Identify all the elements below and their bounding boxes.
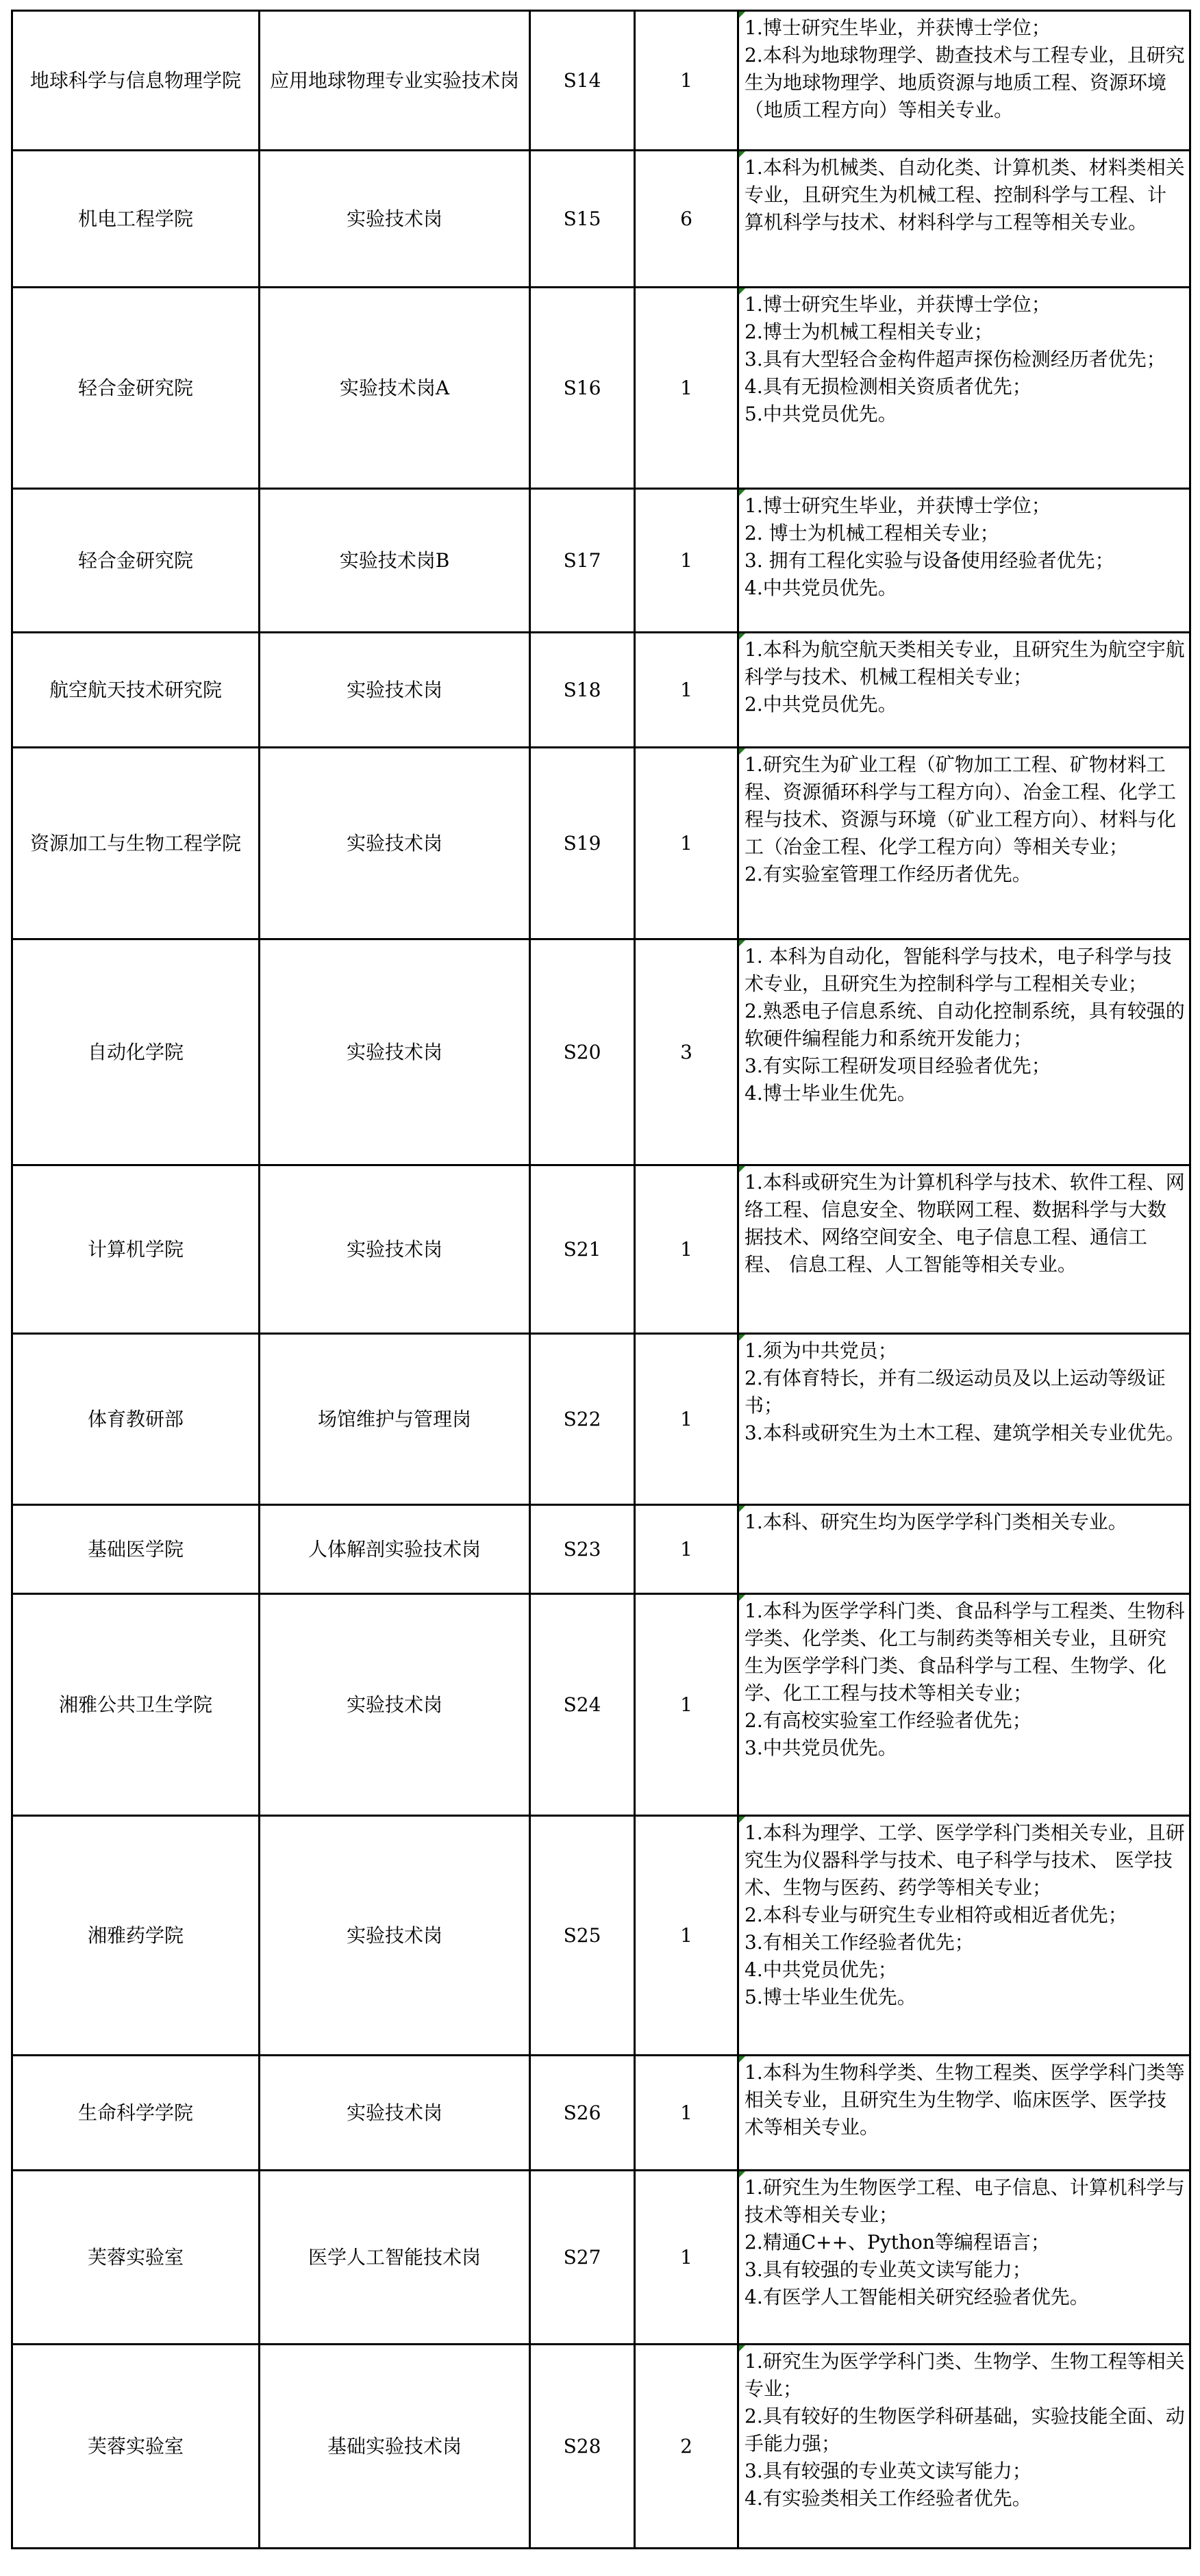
code-cell (530, 288, 635, 489)
condition-item: 2.中共党员优先。 (745, 693, 897, 716)
condition-item: 1.研究生为生物医学工程、电子信息、计算机科学与技术等相关专业； (745, 2176, 1185, 2226)
code-cell (530, 2345, 635, 2549)
unit-text: 生命科学学院 (77, 2101, 193, 2124)
table-row (12, 2056, 1190, 2171)
condition-item: 1.本科或研究生为计算机科学与技术、软件工程、网络工程、信息安全、物联网工程、数据科学与大数据技术、网络空间安全、电子信息工程、通信工程、 信息工程、人工智能等相关专业。 (745, 1171, 1185, 1276)
unit-cell (12, 939, 260, 1165)
count-text: 1 (680, 1407, 692, 1430)
condition-item: 3.具有大型轻合金构件超声探伤检测经历者优先； (745, 348, 1166, 370)
count-text: 1 (680, 1537, 692, 1561)
condition-item: 5.中共党员优先。 (745, 403, 897, 425)
count-cell (635, 1165, 738, 1334)
unit-cell (12, 288, 260, 489)
conditions-cell (738, 1165, 1190, 1334)
condition-item: 2.精通C++、Python等编程语言； (745, 2231, 1050, 2253)
condition-item: 1.博士研究生毕业，并获博士学位； (745, 16, 1051, 39)
position-cell (260, 1165, 530, 1334)
position-cell (260, 1334, 530, 1505)
condition-item: 4.有医学人工智能相关研究经验者优先。 (745, 2286, 1089, 2308)
condition-item: 2.本科专业与研究生专业相符或相近者优先； (745, 1904, 1127, 1926)
conditions-cell (738, 151, 1190, 288)
position-cell (260, 2171, 530, 2345)
position-text: 实验技术岗 (346, 1040, 442, 1063)
condition-item: 2.本科为地球物理学、勘查技术与工程专业，且研究生为地球物理学、地质资源与地质工程、资源环境（地质工程方向）等相关专业。 (745, 44, 1185, 121)
code-cell (530, 2056, 635, 2171)
condition-item: 3.本科或研究生为土木工程、建筑学相关专业优先。 (745, 1422, 1185, 1444)
code-text: S14 (563, 68, 601, 92)
condition-item: 2.有高校实验室工作经验者优先； (745, 1709, 1032, 1732)
condition-item: 2.熟悉电子信息系统、自动化控制系统，具有较强的软硬件编程能力和系统开发能力； (745, 1000, 1185, 1050)
condition-item: 1.博士研究生毕业，并获博士学位； (745, 494, 1051, 517)
unit-cell (12, 2056, 260, 2171)
conditions-cell (738, 939, 1190, 1165)
code-text: S15 (563, 207, 601, 230)
count-cell (635, 633, 738, 748)
count-cell (635, 1816, 738, 2056)
condition-item: 1.本科为理学、工学、医学学科门类相关专业，且研究生为仪器科学与技术、电子科学与技术、 医学技术、生物与医药、药学等相关专业； (745, 1821, 1185, 1899)
table-row (12, 633, 1190, 748)
condition-item: 2.博士为机械工程相关专业； (745, 320, 993, 343)
count-cell (635, 11, 738, 151)
table-row (12, 748, 1190, 939)
condition-item: 1.研究生为医学学科门类、生物学、生物工程等相关专业； (745, 2350, 1185, 2400)
conditions-cell (738, 1505, 1190, 1594)
table-row (12, 2345, 1190, 2549)
position-cell (260, 489, 530, 633)
condition-item: 3.有相关工作经验者优先； (745, 1931, 974, 1954)
unit-text: 基础医学院 (87, 1537, 184, 1561)
count-text: 1 (680, 2101, 692, 2124)
condition-item: 3.中共党员优先。 (745, 1737, 897, 1759)
count-cell (635, 748, 738, 939)
code-cell (530, 1334, 635, 1505)
condition-item: 4.中共党员优先。 (745, 577, 897, 599)
count-text: 1 (680, 678, 692, 701)
table-row (12, 1816, 1190, 2056)
unit-text: 机电工程学院 (77, 207, 193, 230)
condition-item: 4.具有无损检测相关资质者优先； (745, 375, 1032, 398)
code-text: S22 (563, 1407, 601, 1430)
position-cell (260, 288, 530, 489)
code-text: S26 (563, 2101, 601, 2124)
count-text: 1 (680, 548, 692, 572)
condition-item: 3.具有较强的专业英文读写能力； (745, 2258, 1032, 2281)
code-cell (530, 151, 635, 288)
code-text: S18 (563, 678, 601, 701)
conditions-cell (738, 2345, 1190, 2549)
unit-cell (12, 748, 260, 939)
table-row (12, 1594, 1190, 1816)
position-cell (260, 633, 530, 748)
code-text: S25 (563, 1923, 601, 1947)
condition-item: 1.博士研究生毕业，并获博士学位； (745, 293, 1051, 316)
count-text: 1 (680, 1237, 692, 1261)
count-cell (635, 939, 738, 1165)
condition-item: 1.本科为机械类、自动化类、计算机类、材料类相关专业，且研究生为机械工程、控制科学与工程、计算机科学与技术、材料科学与工程等相关专业。 (745, 156, 1185, 233)
count-cell (635, 489, 738, 633)
position-text: 实验技术岗 (346, 1923, 442, 1947)
code-text: S28 (563, 2434, 601, 2458)
count-cell (635, 288, 738, 489)
count-cell (635, 1505, 738, 1594)
position-cell (260, 2345, 530, 2549)
conditions-cell (738, 633, 1190, 748)
unit-cell (12, 1165, 260, 1334)
count-text: 6 (680, 207, 692, 230)
conditions-cell (738, 2056, 1190, 2171)
count-text: 1 (680, 2245, 692, 2269)
recruitment-table (11, 10, 1191, 2549)
unit-cell (12, 633, 260, 748)
unit-cell (12, 1334, 260, 1505)
table-body (12, 11, 1190, 2549)
position-cell (260, 1505, 530, 1594)
count-text: 1 (680, 1923, 692, 1947)
position-text: 实验技术岗 (346, 1237, 442, 1261)
unit-cell (12, 1505, 260, 1594)
code-text: S24 (563, 1693, 601, 1716)
condition-item: 3.具有较强的专业英文读写能力； (745, 2460, 1032, 2482)
condition-item: 3. 拥有工程化实验与设备使用经验者优先； (745, 549, 1114, 572)
code-cell (530, 489, 635, 633)
unit-text: 航空航天技术研究院 (49, 678, 222, 701)
table-row (12, 2171, 1190, 2345)
condition-item: 1.须为中共党员； (745, 1339, 897, 1362)
unit-cell (12, 1594, 260, 1816)
condition-item: 5.博士毕业生优先。 (745, 1986, 916, 2008)
position-cell (260, 11, 530, 151)
unit-cell (12, 2171, 260, 2345)
count-cell (635, 2171, 738, 2345)
condition-item: 2.有实验室管理工作经历者优先。 (745, 863, 1032, 885)
conditions-cell (738, 1594, 1190, 1816)
condition-item: 4.中共党员优先； (745, 1958, 897, 1981)
condition-item: 4.有实验类相关工作经验者优先。 (745, 2487, 1032, 2510)
position-text: 实验技术岗 (346, 207, 442, 230)
count-text: 1 (680, 831, 692, 855)
count-text: 1 (680, 1693, 692, 1716)
position-cell (260, 939, 530, 1165)
count-text: 1 (680, 68, 692, 92)
unit-cell (12, 2345, 260, 2549)
code-cell (530, 1816, 635, 2056)
position-cell (260, 1594, 530, 1816)
code-text: S19 (563, 831, 601, 855)
conditions-cell (738, 2171, 1190, 2345)
unit-text: 地球科学与信息物理学院 (29, 68, 241, 92)
table-row (12, 939, 1190, 1165)
code-text: S16 (563, 376, 601, 399)
code-text: S21 (563, 1237, 601, 1261)
condition-item: 1.研究生为矿业工程（矿物加工工程、矿物材料工程、资源循环科学与工程方向）、冶金工程、化学工程与技术、资源与环境（矿业工程方向）、材料与化工（冶金工程、化学工程方向）等相关专业； (745, 753, 1177, 858)
position-cell (260, 151, 530, 288)
unit-text: 轻合金研究院 (77, 548, 193, 572)
position-text: 实验技术岗 (346, 831, 442, 855)
table-row (12, 11, 1190, 151)
conditions-cell (738, 1816, 1190, 2056)
condition-item: 1.本科为医学学科门类、食品科学与工程类、生物科学类、化学类、化工与制药类等相关专业，且研究生为医学学科门类、食品科学与工程、生物学、化学、化工工程与技术等相关专业； (745, 1600, 1185, 1704)
condition-item: 3.有实际工程研发项目经验者优先； (745, 1055, 1051, 1077)
code-cell (530, 11, 635, 151)
condition-item: 1.本科为航空航天类相关专业，且研究生为航空宇航科学与技术、机械工程相关专业； (745, 638, 1185, 688)
unit-text: 芙蓉实验室 (87, 2434, 184, 2458)
position-cell (260, 1816, 530, 2056)
position-text: 场馆维护与管理岗 (317, 1407, 471, 1430)
unit-cell (12, 1816, 260, 2056)
condition-item: 1. 本科为自动化，智能科学与技术，电子科学与技术专业，且研究生为控制科学与工程相关专业； (745, 945, 1172, 995)
unit-text: 自动化学院 (87, 1040, 184, 1063)
code-cell (530, 2171, 635, 2345)
position-text: 人体解剖实验技术岗 (308, 1537, 481, 1561)
unit-text: 资源加工与生物工程学院 (29, 831, 241, 855)
code-cell (530, 1505, 635, 1594)
position-text: 实验技术岗A (339, 376, 450, 399)
count-cell (635, 151, 738, 288)
table-row (12, 1165, 1190, 1334)
table-row (12, 1505, 1190, 1594)
unit-cell (12, 11, 260, 151)
table-row (12, 288, 1190, 489)
conditions-cell (738, 1334, 1190, 1505)
unit-cell (12, 489, 260, 633)
table-row (12, 1334, 1190, 1505)
condition-item: 1.本科、研究生均为医学学科门类相关专业。 (745, 1511, 1127, 1533)
code-cell (530, 1594, 635, 1816)
condition-item: 2.具有较好的生物医学科研基础，实验技能全面、动手能力强； (745, 2405, 1185, 2455)
count-text: 2 (680, 2434, 692, 2458)
count-cell (635, 1334, 738, 1505)
position-cell (260, 2056, 530, 2171)
code-text: S27 (563, 2245, 601, 2269)
position-text: 实验技术岗 (346, 2101, 442, 2124)
code-cell (530, 939, 635, 1165)
position-text: 实验技术岗 (346, 1693, 442, 1716)
count-text: 1 (680, 376, 692, 399)
count-text: 3 (680, 1040, 692, 1063)
table-row (12, 489, 1190, 633)
unit-text: 芙蓉实验室 (87, 2245, 184, 2269)
code-text: S23 (563, 1537, 601, 1561)
condition-item: 2. 博士为机械工程相关专业； (745, 522, 999, 544)
unit-text: 计算机学院 (87, 1237, 184, 1261)
code-cell (530, 748, 635, 939)
condition-item: 1.本科为生物科学类、生物工程类、医学学科门类等相关专业，且研究生为生物学、临床医学、医学技术等相关专业。 (745, 2061, 1185, 2138)
code-cell (530, 1165, 635, 1334)
position-text: 实验技术岗 (346, 678, 442, 701)
unit-cell (12, 151, 260, 288)
condition-item: 2.有体育特长，并有二级运动员及以上运动等级证书； (745, 1367, 1166, 1417)
count-cell (635, 2056, 738, 2171)
position-cell (260, 748, 530, 939)
table-row (12, 151, 1190, 288)
condition-item: 4.博士毕业生优先。 (745, 1082, 916, 1104)
unit-text: 湘雅药学院 (87, 1923, 184, 1947)
position-text: 医学人工智能技术岗 (308, 2245, 481, 2269)
count-cell (635, 1594, 738, 1816)
unit-text: 湘雅公共卫生学院 (58, 1693, 212, 1716)
unit-text: 轻合金研究院 (77, 376, 193, 399)
code-text: S20 (563, 1040, 601, 1063)
code-cell (530, 633, 635, 748)
conditions-cell (738, 748, 1190, 939)
unit-text: 体育教研部 (87, 1407, 184, 1430)
conditions-cell (738, 288, 1190, 489)
position-text: 基础实验技术岗 (327, 2434, 462, 2458)
count-cell (635, 2345, 738, 2549)
position-text: 实验技术岗B (339, 548, 450, 572)
conditions-cell (738, 489, 1190, 633)
position-text: 应用地球物理专业实验技术岗 (269, 68, 519, 92)
conditions-cell (738, 11, 1190, 151)
code-text: S17 (563, 548, 601, 572)
